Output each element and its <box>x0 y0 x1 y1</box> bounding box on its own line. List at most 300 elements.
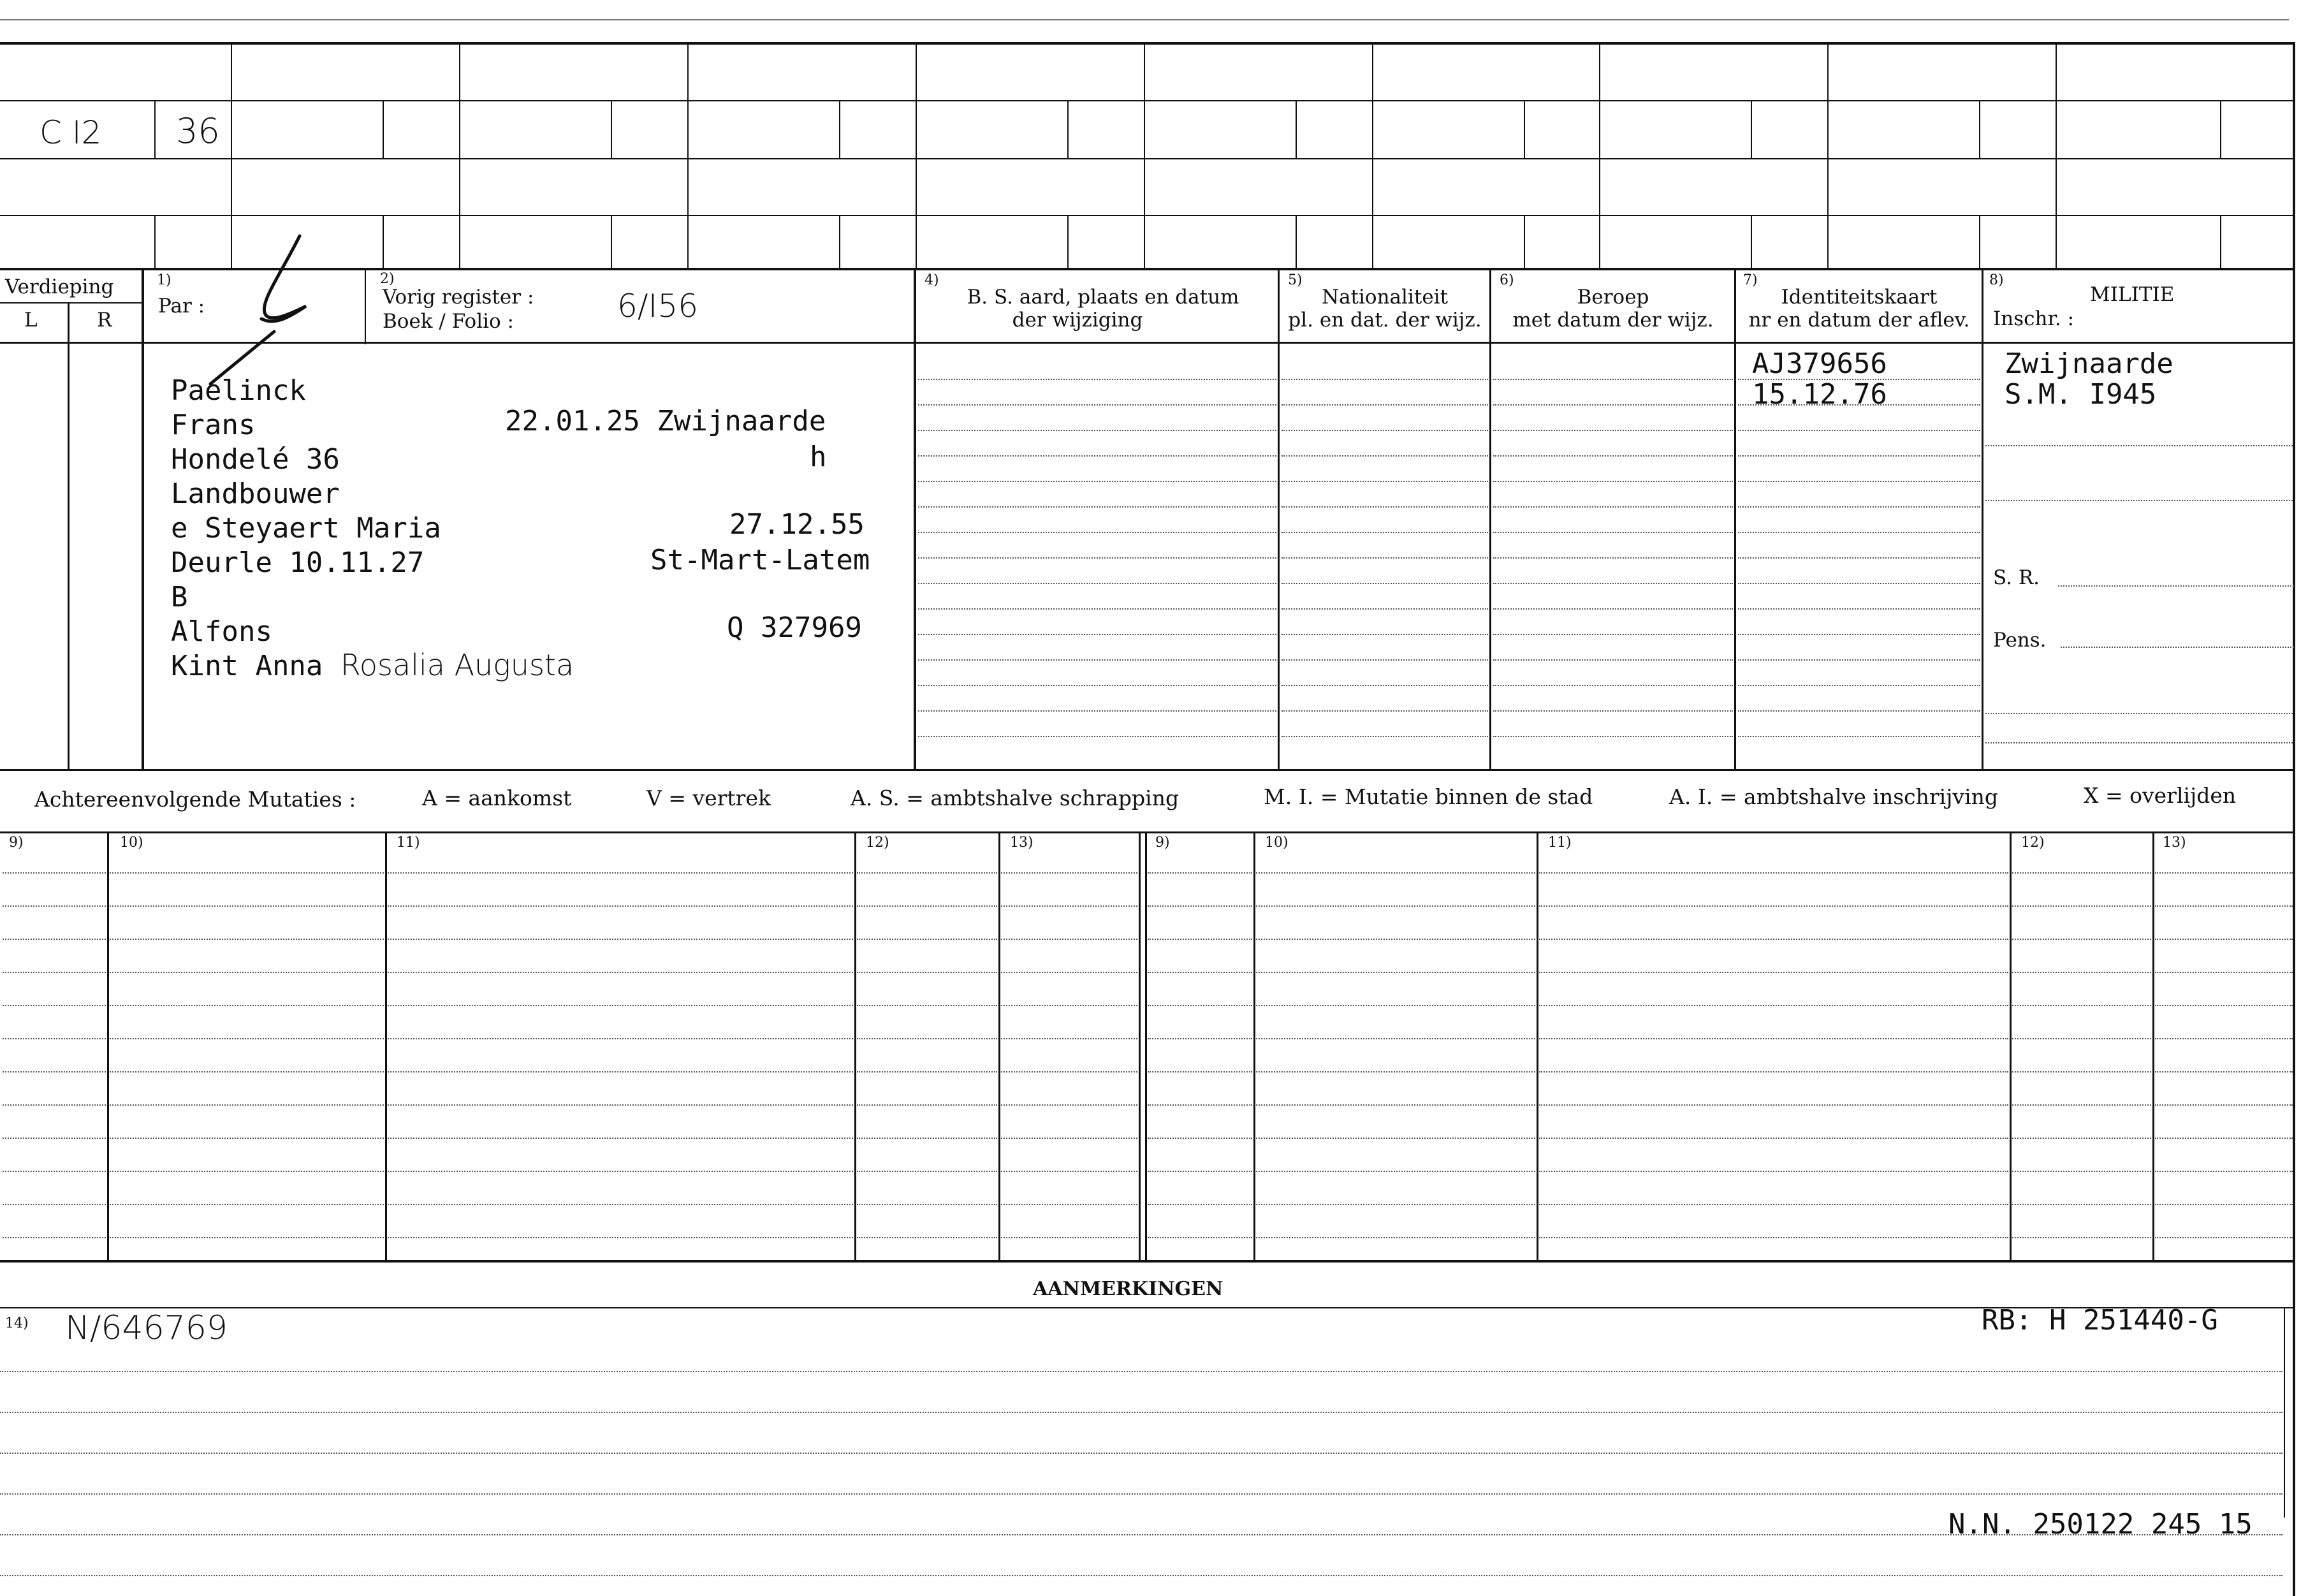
mutation-dotted-rule <box>388 905 853 907</box>
mutation-col-line <box>2152 831 2154 1260</box>
mut-col-label: 11) <box>397 835 420 851</box>
mut-col-label: 9) <box>9 835 24 851</box>
top-grid-half-divider <box>1296 216 1297 269</box>
body-dotted-rule <box>918 404 1276 406</box>
mutation-dotted-rule <box>388 1138 853 1139</box>
pens-label: Pens. <box>1993 629 2047 652</box>
mut-col-label: 13) <box>1010 835 1033 851</box>
top-thin-rule <box>0 19 2289 20</box>
person-birth: 22.01.25 Zwijnaarde <box>505 405 826 437</box>
l-label: L <box>24 309 38 332</box>
col6-line2: met datum der wijz. <box>1512 309 1714 332</box>
mutation-dotted-rule <box>1256 1071 1535 1073</box>
body-dotted-rule <box>918 430 1276 431</box>
boek-value: 6/I56 <box>617 288 699 325</box>
mutation-dotted-rule <box>3 1071 106 1073</box>
top-grid-half-divider <box>1524 101 1525 158</box>
r-label: R <box>97 309 112 332</box>
body-dotted-rule <box>1738 736 1980 737</box>
body-dotted-rule <box>1282 455 1488 457</box>
remarks-num: 14) <box>5 1315 29 1331</box>
mutation-dotted-rule <box>3 1005 106 1006</box>
legend-title: Achtereenvolgende Mutaties : <box>34 787 356 812</box>
mutation-col-line <box>2010 831 2012 1260</box>
mutation-dotted-rule <box>1539 1237 2008 1238</box>
sr-dotted-line <box>2058 585 2294 587</box>
mutation-dotted-rule <box>388 1237 853 1238</box>
mutation-dotted-rule <box>1148 1005 1252 1006</box>
mutation-dotted-rule <box>1539 872 2008 874</box>
mut-col-label: 12) <box>2021 835 2045 851</box>
body-dotted-rule <box>1282 481 1488 482</box>
mutation-dotted-rule <box>110 1171 384 1172</box>
mutation-dotted-rule <box>2012 972 2151 973</box>
mutation-dotted-rule <box>2155 1237 2293 1238</box>
col-divider-4 <box>914 268 916 770</box>
mutation-dotted-rule <box>3 905 106 907</box>
remarks-code: N/646769 <box>65 1309 228 1347</box>
handwritten-mark <box>204 223 332 389</box>
body-dotted-rule <box>1738 481 1980 482</box>
militie-title: MILITIE <box>2090 283 2175 306</box>
remarks-right-line <box>2284 1307 2285 1518</box>
remarks-dotted-rule <box>0 1453 2282 1454</box>
mutation-dotted-rule <box>1256 1171 1535 1172</box>
mutation-dotted-rule <box>1539 1071 2008 1073</box>
mutation-dotted-rule <box>110 872 384 874</box>
col7-num: 7) <box>1743 272 1758 288</box>
top-grid-row-line <box>0 100 2294 101</box>
top-grid-col-line <box>687 43 689 269</box>
mutation-dotted-rule <box>3 1038 106 1039</box>
body-bottom-line <box>0 769 2294 771</box>
mutation-dotted-rule <box>1148 1237 1252 1238</box>
mutation-dotted-rule <box>1256 1038 1535 1039</box>
sr-label: S. R. <box>1993 566 2040 589</box>
body-dotted-rule <box>1282 506 1488 508</box>
mutation-dotted-rule <box>1539 939 2008 940</box>
mutation-dotted-rule <box>857 1237 997 1238</box>
mutation-dotted-rule <box>1148 1104 1252 1106</box>
body-dotted-rule <box>1985 742 2293 743</box>
top-grid-half-divider <box>383 101 384 158</box>
person-mother-extra: Rosalia Augusta <box>340 648 574 682</box>
body-dotted-rule <box>1738 557 1980 559</box>
mutation-dotted-rule <box>857 1138 997 1139</box>
top-grid-half-divider <box>1979 216 1980 269</box>
mutation-dotted-rule <box>110 1237 384 1238</box>
mutation-dotted-rule <box>388 1171 853 1172</box>
mutation-dotted-rule <box>1148 1071 1252 1073</box>
body-dotted-rule <box>1985 713 2293 714</box>
body-dotted-rule <box>1493 430 1733 431</box>
mutation-dotted-rule <box>857 1171 997 1172</box>
mutation-dotted-rule <box>2155 1138 2293 1139</box>
vorig-num: 2) <box>380 271 395 287</box>
top-grid-col-line <box>1372 43 1373 269</box>
remarks-dotted-rule <box>0 1412 2282 1413</box>
mutation-dotted-rule <box>857 1204 997 1205</box>
mutation-dotted-rule <box>1001 872 1137 874</box>
mut-col-label: 13) <box>2163 835 2186 851</box>
mutation-dotted-rule <box>2012 1038 2151 1039</box>
mutation-dotted-rule <box>1001 1204 1137 1205</box>
mutation-col-line <box>854 831 856 1260</box>
mutation-dotted-rule <box>2012 1237 2151 1238</box>
mutation-dotted-rule <box>2012 1071 2151 1073</box>
top-grid-half-divider <box>1979 101 1980 158</box>
mutation-dotted-rule <box>388 1005 853 1006</box>
col5-num: 5) <box>1288 272 1303 288</box>
remarks-rb: RB: H 251440-G <box>1982 1304 2218 1336</box>
top-grid-half-divider <box>1067 101 1069 158</box>
mutation-col-line <box>998 831 1000 1260</box>
mut-col-label: 11) <box>1548 835 1572 851</box>
mutation-dotted-rule <box>1001 905 1137 907</box>
mutation-dotted-rule <box>3 1237 106 1238</box>
mutation-dotted-rule <box>3 972 106 973</box>
top-grid-half-divider <box>2220 216 2221 269</box>
header-bottom-line <box>0 342 2294 344</box>
body-dotted-rule <box>918 532 1276 533</box>
mutation-dotted-rule <box>2155 1005 2293 1006</box>
col5-line2: pl. en dat. der wijz. <box>1288 309 1482 332</box>
top-grid-half-divider <box>1751 101 1752 158</box>
mutation-dotted-rule <box>1539 1204 2008 1205</box>
vorig-label: Vorig register : <box>383 286 534 309</box>
person-mother: Kint Anna <box>171 650 323 682</box>
person-spouse-birth: Deurle 10.11.27 <box>171 546 425 579</box>
mutation-dotted-rule <box>2155 1038 2293 1039</box>
remarks-top-line <box>0 1307 2294 1308</box>
top-grid-col-line <box>916 43 917 269</box>
mutation-dotted-rule <box>1539 905 2008 907</box>
mutation-dotted-rule <box>1001 1237 1137 1238</box>
top-grid-half-divider <box>1067 216 1069 269</box>
person-spouse: e Steyaert Maria <box>171 512 441 545</box>
mutation-dotted-rule <box>388 872 853 874</box>
body-dotted-rule <box>918 557 1276 559</box>
mutation-dotted-rule <box>1001 1138 1137 1139</box>
body-dotted-rule <box>918 736 1276 737</box>
body-dotted-rule <box>1738 583 1980 584</box>
person-occupation: Landbouwer <box>171 478 340 510</box>
body-dotted-rule <box>918 455 1276 457</box>
mutation-dotted-rule <box>110 905 384 907</box>
top-grid-row-line <box>0 158 2294 159</box>
top-grid-half-divider <box>154 216 156 269</box>
mutation-col-line <box>1537 831 1538 1260</box>
mutation-dotted-rule <box>1539 1171 2008 1172</box>
mutation-dotted-rule <box>2155 939 2293 940</box>
mutation-dotted-rule <box>3 1204 106 1205</box>
mutation-dotted-rule <box>388 1038 853 1039</box>
top-grid-col-line <box>1599 43 1600 269</box>
body-dotted-rule <box>1738 506 1980 508</box>
mutation-dotted-rule <box>1001 1005 1137 1006</box>
body-dotted-rule <box>1738 634 1980 635</box>
mutation-dotted-rule <box>388 1204 853 1205</box>
body-dotted-rule <box>1493 455 1733 457</box>
col6-line1: Beroep <box>1577 286 1649 309</box>
body-dotted-rule <box>1282 583 1488 584</box>
mutation-dotted-rule <box>1256 1237 1535 1238</box>
body-dotted-rule <box>1493 736 1733 737</box>
person-marriage-place: St-Mart-Latem <box>650 544 870 576</box>
body-dotted-rule <box>1493 710 1733 712</box>
top-grid-col-line <box>459 43 460 269</box>
mutation-col-line-double <box>1145 831 1147 1260</box>
top-grid-half-divider <box>611 216 612 269</box>
remarks-dotted-rule <box>0 1493 2282 1495</box>
mutation-dotted-rule <box>1256 1104 1535 1106</box>
mutation-dotted-rule <box>1001 972 1137 973</box>
body-dotted-rule <box>1985 500 2293 501</box>
remarks-dotted-rule <box>0 1534 2282 1535</box>
body-dotted-rule <box>1493 685 1733 686</box>
body-dotted-rule <box>918 506 1276 508</box>
mutation-col-line <box>1253 831 1255 1260</box>
mutation-col-line-double <box>1139 831 1141 1260</box>
legend-v: V = vertrek <box>646 786 771 810</box>
top-grid-half-divider <box>1751 216 1752 269</box>
militie-sm: S.M. I945 <box>2005 378 2157 411</box>
mutation-dotted-rule <box>3 939 106 940</box>
body-dotted-rule <box>1282 557 1488 559</box>
top-grid-half-divider <box>839 101 840 158</box>
legend-a: A = aankomst <box>422 786 572 810</box>
pens-dotted-line <box>2061 647 2294 648</box>
person-marriage-date: 27.12.55 <box>729 508 865 541</box>
legend-x: X = overlijden <box>2084 783 2237 808</box>
mutation-dotted-rule <box>2155 872 2293 874</box>
body-dotted-rule <box>918 685 1276 686</box>
person-surname: Paelinck <box>171 374 306 407</box>
mut-col-label: 10) <box>1265 835 1289 851</box>
mutation-dotted-rule <box>1256 939 1535 940</box>
body-dotted-rule <box>1282 710 1488 712</box>
mutation-dotted-rule <box>1001 1104 1137 1106</box>
person-father: Alfons <box>171 615 272 648</box>
mutation-dotted-rule <box>110 1071 384 1073</box>
militie-inschr: Zwijnaarde <box>2005 348 2173 380</box>
body-dotted-rule <box>1738 455 1980 457</box>
person-address: Hondelé 36 <box>171 443 340 476</box>
mutation-dotted-rule <box>3 872 106 874</box>
top-grid-half-divider <box>383 216 384 269</box>
col-divider-6 <box>1489 268 1491 770</box>
col4-line1: B. S. aard, plaats en datum <box>967 286 1239 309</box>
mutation-dotted-rule <box>1539 1138 2008 1139</box>
body-dotted-rule <box>1493 659 1733 661</box>
mutation-dotted-rule <box>2012 1005 2151 1006</box>
mutation-dotted-rule <box>1001 939 1137 940</box>
col-divider-verdieping <box>142 268 144 770</box>
body-dotted-rule <box>1282 736 1488 737</box>
mutation-dotted-rule <box>3 1138 106 1139</box>
identity-card-number: AJ379656 <box>1752 348 1887 380</box>
col-divider-par <box>365 268 366 344</box>
mutation-dotted-rule <box>2155 1204 2293 1205</box>
top-grid-half-divider <box>1524 216 1525 269</box>
col8-num: 8) <box>1989 272 2004 288</box>
mutation-dotted-rule <box>1148 1204 1252 1205</box>
col-divider-8 <box>1982 268 1983 770</box>
body-dotted-rule <box>1282 685 1488 686</box>
mutation-dotted-rule <box>857 872 997 874</box>
mutation-dotted-rule <box>857 1005 997 1006</box>
mutation-dotted-rule <box>1256 1005 1535 1006</box>
mutation-dotted-rule <box>110 1104 384 1106</box>
mutation-dotted-rule <box>2155 972 2293 973</box>
mutation-dotted-rule <box>388 1104 853 1106</box>
body-dotted-rule <box>918 583 1276 584</box>
mutation-dotted-rule <box>3 1171 106 1172</box>
mutation-dotted-rule <box>1256 1204 1535 1205</box>
col-divider-7 <box>1734 268 1736 770</box>
body-dotted-rule <box>1493 379 1733 380</box>
register-code-letters: C I2 <box>40 114 102 151</box>
remarks-dotted-rule <box>0 1371 2282 1372</box>
mutation-dotted-rule <box>110 1005 384 1006</box>
body-dotted-rule <box>1738 608 1980 610</box>
mutation-dotted-rule <box>1148 939 1252 940</box>
body-dotted-rule <box>1493 634 1733 635</box>
col4-num: 4) <box>924 272 939 288</box>
mutation-dotted-rule <box>2012 1171 2151 1172</box>
register-code-number: 36 <box>176 111 220 151</box>
mutation-dotted-rule <box>1148 872 1252 874</box>
mut-col-label: 12) <box>866 835 889 851</box>
verdieping-divider <box>0 302 143 304</box>
mutation-dotted-rule <box>857 1038 997 1039</box>
body-dotted-rule <box>1493 404 1733 406</box>
mutation-dotted-rule <box>857 939 997 940</box>
body-dotted-rule <box>1282 430 1488 431</box>
identity-card-date: 15.12.76 <box>1752 378 1887 411</box>
col5-line1: Nationaliteit <box>1321 286 1449 309</box>
col6-num: 6) <box>1500 272 1514 288</box>
mut-col-label: 10) <box>120 835 143 851</box>
body-dotted-rule <box>1282 659 1488 661</box>
person-nationality: B <box>171 581 188 613</box>
mutation-dotted-rule <box>1256 905 1535 907</box>
mutation-dotted-rule <box>2012 939 2151 940</box>
body-dotted-rule <box>1985 445 2293 446</box>
body-dotted-rule <box>1493 532 1733 533</box>
mutation-dotted-rule <box>2012 1204 2151 1205</box>
body-dotted-rule <box>1282 634 1488 635</box>
top-grid-half-divider <box>839 216 840 269</box>
person-address-code: h <box>810 441 827 473</box>
mutation-dotted-rule <box>1148 1138 1252 1139</box>
boek-label: Boek / Folio : <box>383 310 514 333</box>
body-dotted-rule <box>1493 557 1733 559</box>
lr-divider <box>68 302 69 770</box>
top-grid-row-line <box>0 215 2294 216</box>
body-dotted-rule <box>918 379 1276 380</box>
mutation-dotted-rule <box>2155 1104 2293 1106</box>
mutation-dotted-rule <box>1001 1171 1137 1172</box>
mutation-dotted-rule <box>2155 1171 2293 1172</box>
body-dotted-rule <box>1282 379 1488 380</box>
mutation-dotted-rule <box>3 1104 106 1106</box>
mutation-top-line <box>0 831 2294 833</box>
right-border <box>2293 42 2295 1596</box>
mutation-bottom-line <box>0 1260 2294 1263</box>
top-grid-half-divider <box>2220 101 2221 158</box>
body-dotted-rule <box>1282 532 1488 533</box>
body-dotted-rule <box>1738 685 1980 686</box>
mutation-col-line <box>385 831 387 1260</box>
inschr-label: Inschr. : <box>1993 307 2075 330</box>
col4-line2: der wijziging <box>1012 309 1143 332</box>
top-grid-half-divider <box>611 101 612 158</box>
body-dotted-rule <box>1493 608 1733 610</box>
mutation-dotted-rule <box>2012 905 2151 907</box>
mutation-dotted-rule <box>857 905 997 907</box>
mutation-dotted-rule <box>110 1038 384 1039</box>
top-grid-col-line <box>2056 43 2057 269</box>
top-grid-bottom-line <box>0 268 2294 270</box>
mutation-dotted-rule <box>1539 1104 2008 1106</box>
person-firstname: Frans <box>171 409 256 441</box>
top-border <box>0 42 2295 45</box>
remarks-nn: N.N. 250122 245 15 <box>1948 1508 2253 1541</box>
col7-line1: Identiteitskaart <box>1781 286 1938 309</box>
mutation-dotted-rule <box>2012 1138 2151 1139</box>
top-grid-col-line <box>1144 43 1145 269</box>
mutation-dotted-rule <box>857 1071 997 1073</box>
body-dotted-rule <box>918 710 1276 712</box>
mutation-dotted-rule <box>1148 1171 1252 1172</box>
top-grid-half-divider <box>1296 101 1297 158</box>
mutation-dotted-rule <box>2012 872 2151 874</box>
body-dotted-rule <box>918 481 1276 482</box>
col-divider-5 <box>1278 268 1280 770</box>
mutation-dotted-rule <box>2155 1071 2293 1073</box>
mutation-dotted-rule <box>857 1104 997 1106</box>
mutation-dotted-rule <box>388 1071 853 1073</box>
legend-as: A. S. = ambtshalve schrapping <box>851 786 1180 810</box>
body-dotted-rule <box>1493 481 1733 482</box>
person-id-number: Q 327969 <box>727 611 862 644</box>
mutation-dotted-rule <box>1539 1005 2008 1006</box>
legend-mi: M. I. = Mutatie binnen de stad <box>1264 784 1593 809</box>
body-dotted-rule <box>1738 430 1980 431</box>
remarks-title: AANMERKINGEN <box>1033 1278 1223 1300</box>
body-dotted-rule <box>1282 608 1488 610</box>
body-dotted-rule <box>918 659 1276 661</box>
remarks-dotted-rule <box>0 1575 2282 1576</box>
body-dotted-rule <box>1738 710 1980 712</box>
mutation-dotted-rule <box>110 972 384 973</box>
body-dotted-rule <box>1282 404 1488 406</box>
mutation-dotted-rule <box>110 1204 384 1205</box>
verdieping-label: Verdieping <box>5 275 114 298</box>
col7-line2: nr en datum der aflev. <box>1748 309 1970 332</box>
mutation-dotted-rule <box>110 939 384 940</box>
mutation-dotted-rule <box>388 939 853 940</box>
mutation-dotted-rule <box>1539 972 2008 973</box>
mutation-dotted-rule <box>857 972 997 973</box>
body-dotted-rule <box>1738 659 1980 661</box>
top-grid-col-line <box>1827 43 1829 269</box>
body-dotted-rule <box>918 608 1276 610</box>
mutation-dotted-rule <box>1001 1071 1137 1073</box>
mutation-dotted-rule <box>388 972 853 973</box>
legend-ai: A. I. = ambtshalve inschrijving <box>1669 784 1999 809</box>
